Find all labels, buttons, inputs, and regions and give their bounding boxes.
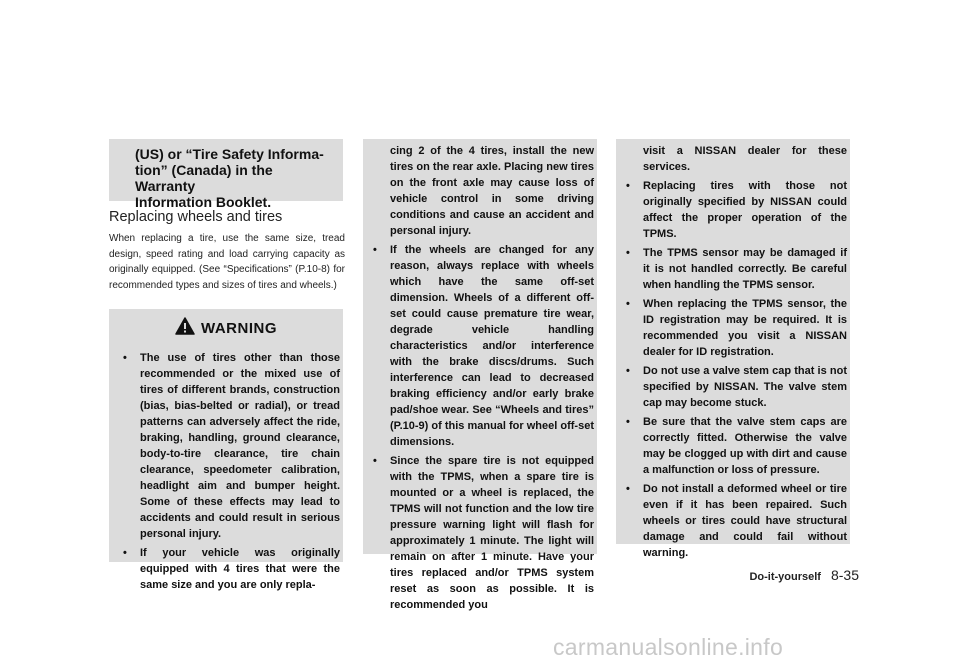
list-item-text: Do not use a valve stem cap that is not specified by NISSAN. The valve stem cap may become stuck. <box>643 365 847 409</box>
section-intro: When replacing a tire, use the same size, tread design, speed rating and load carrying capacity as originally equipped. (See “Specifications” (P.10-8) for recommended types and sizes of tires and wheels.) <box>109 233 345 291</box>
bullet: • <box>626 416 630 428</box>
warning-list-right <box>619 178 847 561</box>
list-item <box>619 178 847 242</box>
warning-right-content <box>619 143 847 564</box>
list-item-text: The TPMS sensor may be damaged if it is not handled correctly. Be careful when handling the TPMS sensor. <box>643 247 847 291</box>
warning-box-right <box>616 139 850 559</box>
warning-list-middle <box>366 242 594 613</box>
list-item-text: Replacing tires with those not originally specified by NISSAN could affect the proper operation of the TPMS. <box>643 180 847 240</box>
page-footer <box>749 567 859 583</box>
bullet: • <box>626 180 630 192</box>
page-number: 8-35 <box>830 567 859 583</box>
bullet: • <box>123 547 127 559</box>
list-item-text: The use of tires other than those recommended or the mixed use of tires of different brands, construction (bias, bias-belted or radial), or tread patterns can adversely affect the ride, braking, handling, ground clearance, body-to-tire clearance, tire chain clearance, speedometer calibration, headlight aim and bumper height. Some of these effects may lead to accidents and could result in serious personal injury. <box>140 352 340 540</box>
bullet: • <box>626 298 630 310</box>
bullet: • <box>626 365 630 377</box>
list-item <box>619 414 847 478</box>
continuation-text: cing 2 of the 4 tires, install the new tires on the rear axle. Placing new tires on the front axle may cause loss of vehicle control in some driving conditions and cause an accident and personal injury. <box>390 145 594 237</box>
section-title: Replacing wheels and tires <box>109 209 283 225</box>
list-item <box>619 363 847 411</box>
warning-middle-content <box>366 143 594 616</box>
list-item <box>366 453 594 613</box>
list-item <box>116 350 340 542</box>
list-item <box>116 545 340 593</box>
continued-line-1: (US) or “Tire Safety Informa- <box>135 146 324 162</box>
continued-line-3: Information Booklet. <box>135 194 272 210</box>
list-item-text: If the wheels are changed for any reason, always replace with wheels which have the same off-set dimension. Wheels of a different off-set could cause premature tire wear, degrade vehicle handling characteristics and/or interference with the brake discs/drums. Such interference can lead to decreased braking efficiency and/or early brake pad/shoe wear. See “Wheels and tires” (P.10-9) of this manual for wheel off-set dimensions. <box>390 244 594 448</box>
warning-header <box>109 317 343 340</box>
continuation-text: visit a NISSAN dealer for these services. <box>643 145 847 173</box>
bullet: • <box>373 455 377 467</box>
warning-list-left <box>116 350 340 596</box>
list-item <box>619 296 847 360</box>
list-item <box>619 481 847 561</box>
list-item-text: Do not install a deformed wheel or tire even if it has been repaired. Such wheels or tires could have structural damage and could fail without warning. <box>643 483 847 559</box>
bullet: • <box>626 483 630 495</box>
continued-line-2: tion” (Canada) in the Warranty <box>135 162 273 194</box>
list-item-text: If your vehicle was originally equipped with 4 tires that were the same size and you are only repla- <box>140 547 340 591</box>
list-item-text: Since the spare tire is not equipped with the TPMS, when a spare tire is mounted or a wheel is replaced, the TPMS will not function and the low tire pressure warning light will flash for approximately 1 minute. The light will remain on after 1 minute. Have your tires replaced and/or TPMS system reset as soon as possible. It is recommended you <box>390 455 594 611</box>
warning-label: WARNING <box>201 320 277 337</box>
footer-section-name: Do-it-yourself <box>749 571 821 583</box>
continued-warning-box <box>109 139 343 210</box>
list-item <box>366 242 594 450</box>
warning-triangle-icon <box>175 317 195 340</box>
bullet: • <box>123 352 127 364</box>
warning-box-left <box>109 309 343 591</box>
watermark: carmanualsonline.info <box>553 634 784 660</box>
list-item <box>619 245 847 293</box>
bullet: • <box>626 247 630 259</box>
continued-warning-text <box>135 146 335 210</box>
warning-box-middle <box>363 139 597 611</box>
list-item-text: Be sure that the valve stem caps are correctly fitted. Otherwise the valve may be clogged up with dirt and cause a malfunction or loss of pressure. <box>643 416 847 476</box>
bullet: • <box>373 244 377 256</box>
list-item-text: When replacing the TPMS sensor, the ID registration may be required. It is recommended you visit a NISSAN dealer for ID registration. <box>643 298 847 358</box>
